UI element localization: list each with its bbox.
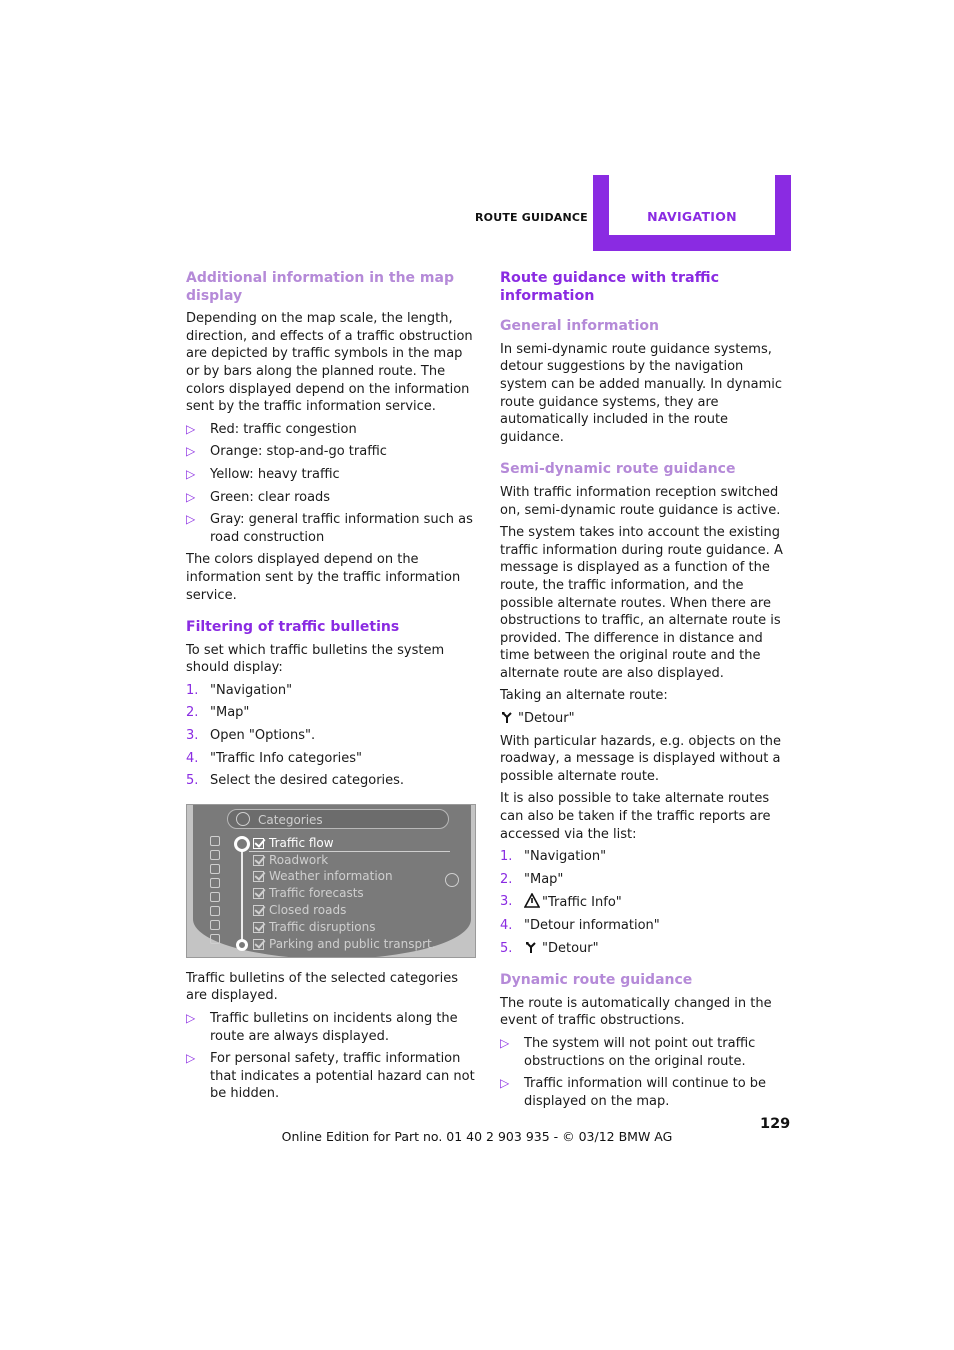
heading-semi-dynamic: Semi-dynamic route guidance [500, 461, 736, 478]
detour-line: "Detour" [500, 710, 792, 728]
checkbox-icon [253, 871, 264, 882]
list-item: ▷ Yellow: heavy traffic [186, 466, 340, 482]
categories-header [227, 809, 449, 829]
chapter-tab-label: NAVIGATION [647, 209, 737, 224]
list-item: 2. "Map" [500, 871, 564, 887]
checkbox-icon [253, 922, 264, 933]
paragraph-colors: The colors displayed depend on the information sent by the traffic information service. [186, 552, 461, 603]
list-item: 2. "Map" [186, 705, 250, 721]
list-item: ▷ Orange: stop-and-go traffic [186, 444, 387, 460]
scroll-right-icon [445, 873, 459, 887]
detour-icon [500, 710, 514, 724]
dynamic-notes [500, 1035, 792, 1110]
triangle-bullet-icon: ▷ [500, 1035, 510, 1050]
track-end-icon [236, 939, 248, 951]
side-menu-icons [207, 833, 225, 953]
category-item-traffic-flow[interactable]: Traffic flow [253, 835, 436, 852]
category-item-forecasts[interactable]: Traffic forecasts [253, 885, 436, 902]
heading-additional-info: Additional information in the map display [186, 270, 454, 304]
list-steps [500, 848, 792, 957]
paragraph-also: It is also possible to take alternate routes can also be taken if the traffic reports are accessed via the list: [500, 791, 771, 842]
selection-knob-icon [234, 836, 250, 852]
paragraph-filtering: To set which traffic bulletins the system should display: [186, 642, 445, 676]
paragraph-semi-1: With traffic information reception switched on, semi-dynamic route guidance is active. [500, 484, 781, 518]
checkbox-icon [253, 905, 264, 916]
list-item: ▷ Traffic information will continue to be displayed on the map. [500, 1076, 767, 1109]
paragraph-additional-info: Depending on the map scale, the length, direction, and effects of a traffic obstruction are depicted by traffic symbols in the map or by bars along the planned route. The colors displayed depend on the information sent by the traffic information service. [186, 311, 473, 415]
list-item: ▷ Traffic bulletins on incidents along the route are always displayed. [186, 1011, 458, 1044]
paragraph-general: In semi-dynamic route guidance systems, detour suggestions by the navigation system can be added manually. In dynamic route guidance systems, they are automatically included in the route guidance. [500, 341, 783, 445]
chapter-tab [593, 175, 791, 251]
menu-icon [210, 934, 220, 944]
list-item: ▷ Gray: general traffic information such as road construction [186, 512, 473, 545]
list-item: ▷ Red: traffic congestion [186, 421, 357, 437]
category-list [253, 835, 436, 953]
categories-icon [236, 812, 250, 826]
categories-screen [186, 804, 476, 958]
list-item: 4. "Traffic Info categories" [186, 750, 363, 766]
menu-icon [210, 864, 220, 874]
triangle-bullet-icon: ▷ [186, 1011, 196, 1026]
chapter-tab-inner [609, 175, 775, 235]
edition-footer: Online Edition for Part no. 01 40 2 903 935 - © 03/12 BMW AG [281, 1129, 673, 1144]
triangle-bullet-icon: ▷ [500, 1076, 510, 1091]
triangle-bullet-icon: ▷ [186, 512, 196, 527]
heading-general-info: General information [500, 318, 659, 335]
menu-icon [210, 836, 220, 846]
filter-steps [186, 682, 478, 790]
menu-icon [210, 892, 220, 902]
menu-icon [210, 850, 220, 860]
paragraph-after-screen: Traffic bulletins of the selected categories are displayed. [186, 970, 459, 1004]
heading-filtering: Filtering of traffic bulletins [186, 619, 400, 636]
paragraph-taking: Taking an alternate route: [500, 688, 668, 704]
checkbox-icon [253, 855, 264, 866]
category-item-parking[interactable]: Parking and public transprt. [253, 936, 436, 953]
list-item: ▷ For personal safety, traffic information that indicates a potential hazard can not be hidden. [186, 1051, 475, 1102]
bulletin-notes [186, 1010, 478, 1103]
menu-icon [210, 920, 220, 930]
list-item: 3. Open "Options". [186, 728, 316, 744]
checkbox-icon [253, 838, 264, 849]
paragraph-dynamic: The route is automatically changed in the event of traffic obstructions. [500, 995, 772, 1029]
right-column [500, 270, 792, 1115]
list-item: 1. "Navigation" [186, 682, 293, 698]
list-item: 1. "Navigation" [500, 849, 607, 865]
menu-icon [210, 906, 220, 916]
triangle-bullet-icon: ▷ [186, 466, 196, 481]
color-list [186, 421, 478, 547]
section-header: ROUTE GUIDANCE [475, 211, 588, 224]
traffic-warning-icon [524, 893, 540, 908]
list-item: ▷ The system will not point out traffic obstructions on the original route. [500, 1035, 756, 1069]
menu-icon [210, 878, 220, 888]
triangle-bullet-icon: ▷ [186, 1051, 196, 1066]
triangle-bullet-icon: ▷ [186, 444, 196, 459]
list-item: 5. "Detour" [500, 940, 599, 956]
list-item: 5. Select the desired categories. [186, 773, 405, 789]
checkbox-icon [253, 888, 264, 899]
checkbox-icon [253, 939, 264, 950]
selection-track [241, 843, 243, 947]
category-item-roadwork[interactable]: Roadwork [253, 852, 436, 869]
list-item: ▷ Green: clear roads [186, 489, 331, 505]
detour-icon [524, 940, 538, 954]
paragraph-semi-2: The system takes into account the existing traffic information during route guidance. A message is displayed as a function of the route, the traffic information, and the possible alternate routes. When there are obstructions to traffic, an alternate route is provided. The difference in distance and time between the original route and the alternate route are also displayed. [500, 525, 783, 681]
page-number: 129 [760, 1116, 791, 1132]
heading-route-guidance: Route guidance with traffic information [500, 270, 720, 304]
categories-title: Categories [258, 812, 323, 827]
triangle-bullet-icon: ▷ [186, 421, 196, 436]
category-item-weather[interactable]: Weather information [253, 868, 436, 885]
triangle-bullet-icon: ▷ [186, 489, 196, 504]
category-item-closed-roads[interactable]: Closed roads [253, 902, 436, 919]
category-item-disruptions[interactable]: Traffic disruptions [253, 919, 436, 936]
screen-display [193, 805, 471, 958]
left-column [186, 270, 478, 1108]
list-item: 3. "Traffic Info" [500, 894, 622, 911]
list-item: 4. "Detour information" [500, 918, 660, 933]
heading-dynamic: Dynamic route guidance [500, 972, 693, 989]
paragraph-hazards: With particular hazards, e.g. objects on the roadway, a message is displayed without a possible alternate route. [500, 733, 782, 784]
